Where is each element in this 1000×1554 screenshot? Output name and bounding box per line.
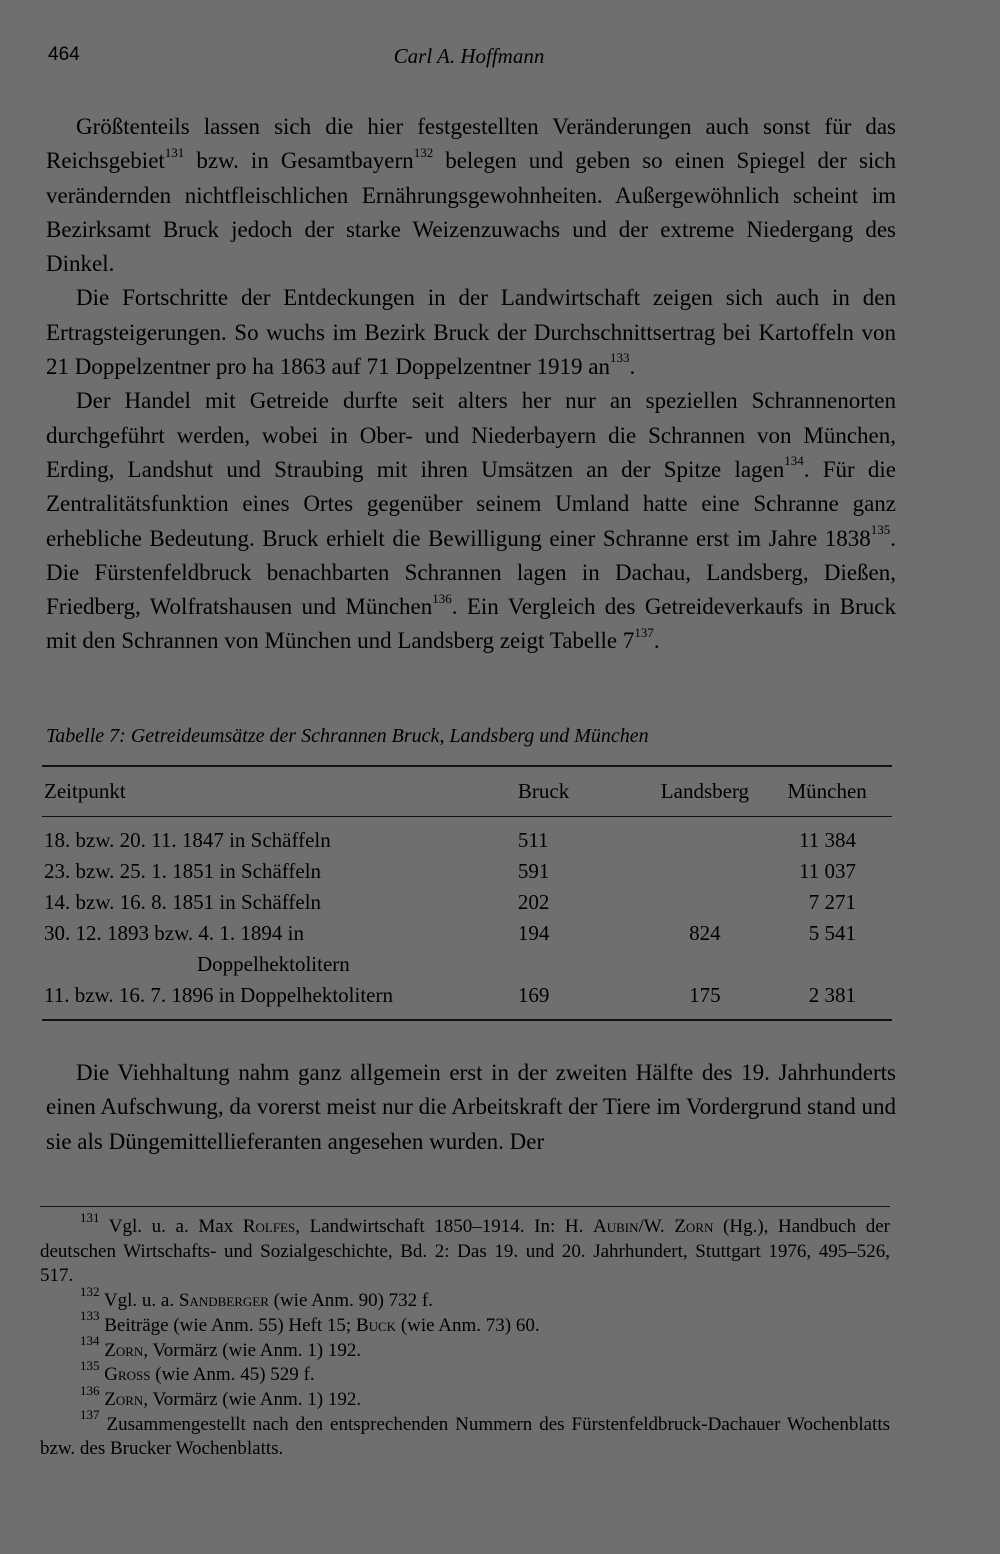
page-number: 464 — [48, 44, 80, 65]
footnote: $^{132}$ Vgl. u. a. Sandberger (wie Anm. 90) 732 f. — [80, 1283, 433, 1312]
table-header-row — [42, 767, 892, 816]
footnote-number: 131 — [80, 1209, 100, 1225]
body-text-top — [46, 110, 896, 659]
paragraph: Größtenteils lassen sich die hier festgestellten Veränderungen auch sonst für das Reichsgebiet$^{131}$ bzw. in Gesamtbayern$^{132}$ belegen und geben so einen Spiegel der sich verändernden nichtfleischlichen Ernährungsgewohnheiten. Außergewöhnlich scheint im Bezirksamt Bruck jedoch der starke Weizenzuwachs und der extreme Niedergang des Dinkel. — [46, 114, 896, 277]
footnote: $^{131}$ Vgl. u. a. Max Rolfes, Landwirtschaft 1850–1914. In: H. Aubin/W. Zorn (Hg.), Handbuch der deutschen Wirtschafts- und Sozialgeschichte, Bd. 2: Das 19. und 20. Jahrhundert, Stuttgart 1976, 495–526, 517. — [40, 1209, 890, 1287]
column-header-zeitpunkt: Zeitpunkt — [44, 779, 126, 803]
cell-muenchen: 11 037 — [799, 859, 856, 883]
footnote-number: 137 — [80, 1407, 100, 1423]
running-head: Carl A. Hoffmann — [393, 44, 545, 68]
cell-muenchen: 5 541 — [808, 921, 856, 945]
footnote-ref[interactable]: 136 — [432, 590, 452, 606]
cell-landsberg — [648, 856, 763, 887]
page-header — [48, 44, 890, 78]
table-row — [42, 856, 892, 887]
footnote: $^{135}$ Gross (wie Anm. 45) 529 f. — [80, 1357, 315, 1386]
footnote-number: 136 — [80, 1382, 100, 1398]
footnote-number: 132 — [80, 1283, 100, 1299]
cell-zeitpunkt: 18. bzw. 20. 11. 1847 in Schäffeln — [44, 828, 331, 852]
cell-zeitpunkt: 30. 12. 1893 bzw. 4. 1. 1894 in Doppelhektolitern — [42, 918, 518, 980]
footnote-rule — [40, 1206, 890, 1207]
cell-bruck: 202 — [517, 890, 550, 914]
table-caption: Tabelle 7: Getreideumsätze der Schrannen Bruck, Landsberg und München — [46, 725, 649, 747]
cell-bruck: 169 — [517, 983, 550, 1007]
footnote: $^{133}$ Beiträge (wie Anm. 55) Heft 15; Buck (wie Anm. 73) 60. — [80, 1308, 540, 1336]
footnote-ref[interactable]: 134 — [784, 453, 804, 469]
table-bottom-rule — [42, 1019, 892, 1021]
cell-bruck: 194 — [517, 921, 550, 945]
table-row — [42, 918, 892, 980]
footnote-number: 133 — [80, 1308, 100, 1324]
cell-landsberg — [648, 825, 763, 856]
paragraph: Die Fortschritte der Entdeckungen in der Landwirtschaft zeigen sich auch in den Ertragsteigerungen. So wuchs im Bezirk Bruck der Durchschnittsertrag bei Kartoffeln von 21 Doppelzentner pro ha 1863 auf 71 Doppelzentner 1919 $an^{133}$. — [46, 285, 896, 380]
paragraph: Der Handel mit Getreide durfte seit alters her nur an speziellen Schrannenorten durchgeführt werden, wobei in Ober- und Niederbayern die Schrannen von München, Erding, Landshut und Straubing mit ihren Umsätzen an der Spitze lagen$^{134}$. Für die Zentralitätsfunktion eines Ortes gegenüber seinem Umland hatte eine Schranne ganz erhebliche Bedeutung. Bruck erhielt die Bewilligung einer Schranne erst im Jahre 1838$^{135}$. Die Fürstenfeldbruck benachbarten Schrannen lagen in Dachau, Landsberg, Dießen, Friedberg, Wolfratshausen und München$^{136}$. Ein Vergleich des Getreideverkaufs in Bruck mit den Schrannen von München und Landsberg zeigt Tabelle $7^{137}$. — [46, 388, 896, 654]
table-row — [42, 887, 892, 918]
data-table — [42, 765, 892, 1021]
footnote-ref[interactable]: 137 — [634, 624, 654, 640]
footnote: $^{134}$ Zorn, Vormärz (wie Anm. 1) 192. — [80, 1333, 362, 1361]
column-header-muenchen: München — [787, 779, 867, 803]
cell-bruck: 591 — [517, 859, 550, 883]
cell-landsberg: 175 — [689, 983, 721, 1007]
column-header-landsberg: Landsberg — [660, 779, 750, 803]
paragraph: Die Viehhaltung nahm ganz allgemein erst in der zweiten Hälfte des 19. Jahrhunderts einen Aufschwung, da vorerst meist nur die Arbeitskraft der Tiere im Vordergrund stand und sie als Düngemittellieferanten angesehen wurden. Der — [46, 1060, 896, 1154]
cell-landsberg — [648, 887, 763, 918]
cell-muenchen: 2 381 — [808, 983, 856, 1007]
table-row — [42, 980, 892, 1011]
cell-zeitpunkt: 23. bzw. 25. 1. 1851 in Schäffeln — [44, 859, 322, 883]
body-text-bottom — [46, 1056, 896, 1159]
footnote-ref[interactable]: 132 — [413, 144, 434, 160]
cell-zeitpunkt: 11. bzw. 16. 7. 1896 in Doppelhektolitern — [44, 983, 393, 1007]
footnote-ref[interactable]: 133 — [609, 350, 630, 366]
cell-zeitpunkt-continuation: Doppelhektolitern — [197, 952, 350, 976]
cell-muenchen: 7 271 — [808, 890, 856, 914]
table-body — [42, 817, 892, 1019]
column-header-bruck: Bruck — [517, 779, 570, 803]
footnote: $^{137}$ Zusammengestellt nach den entsprechenden Nummern des Fürstenfeldbruck-Dachauer Wochenblatts bzw. des Brucker Wochenblatts. — [40, 1407, 890, 1460]
footnote-ref[interactable]: 135 — [870, 521, 891, 537]
footnote-ref[interactable]: 131 — [164, 144, 185, 160]
footnotes — [40, 1209, 890, 1462]
footnote-number: 134 — [80, 1333, 100, 1349]
footnote-number: 135 — [80, 1357, 100, 1373]
footnote: $^{136}$ Zorn, Vormärz (wie Anm. 1) 192. — [80, 1382, 362, 1410]
table-row — [42, 825, 892, 856]
cell-bruck: 511 — [517, 828, 549, 852]
cell-landsberg: 824 — [689, 921, 721, 945]
cell-muenchen: 11 384 — [799, 828, 856, 852]
cell-zeitpunkt: 14. bzw. 16. 8. 1851 in Schäffeln — [44, 890, 322, 914]
